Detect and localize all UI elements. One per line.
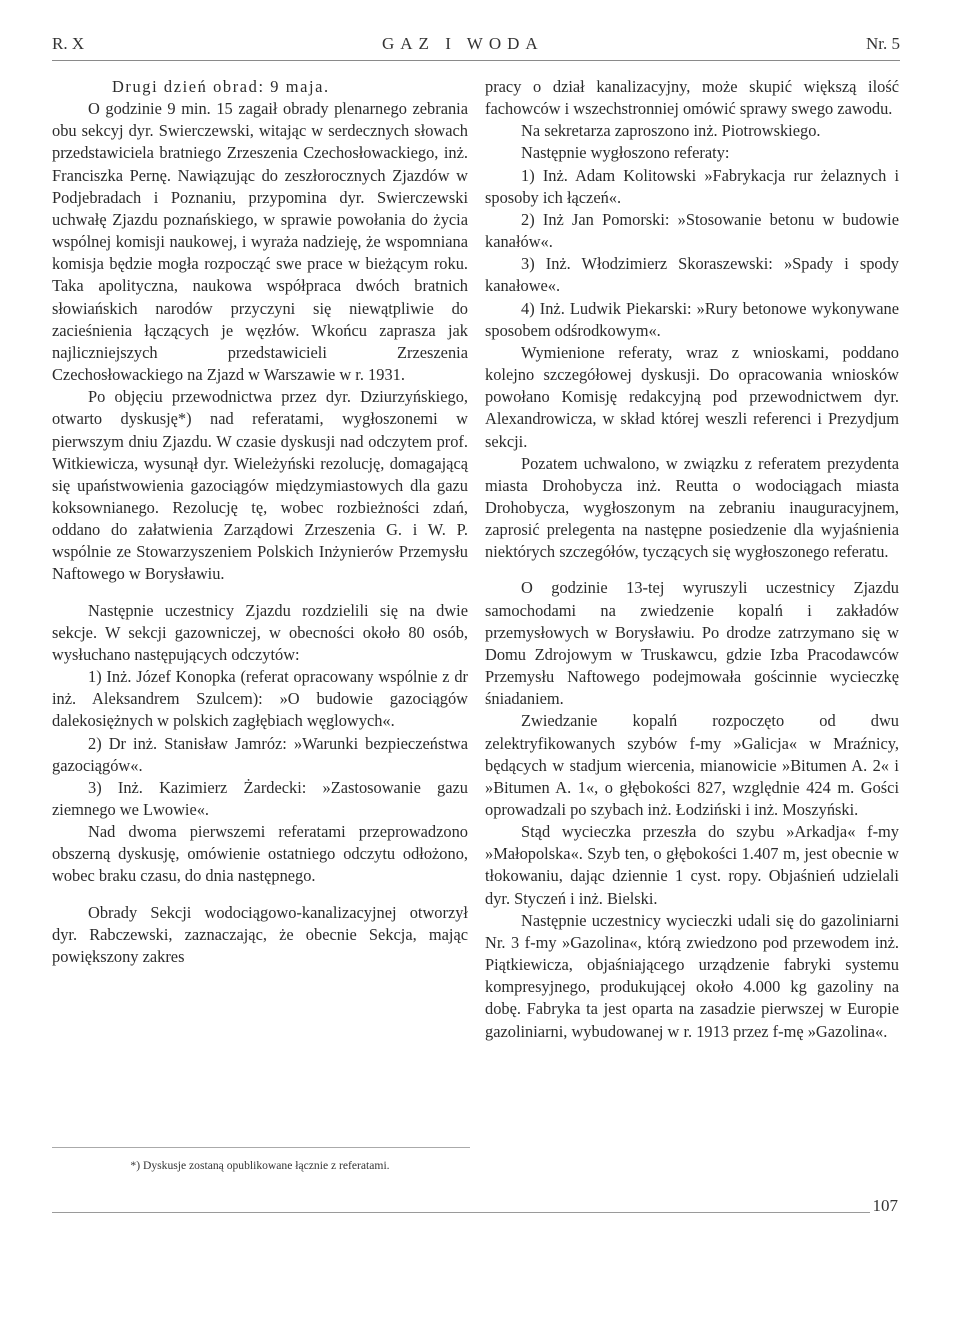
section-heading: Drugi dzień obrad: 9 maja.	[112, 77, 330, 96]
issue-number: Nr. 5	[866, 34, 900, 53]
journal-title: GAZ I WODA	[382, 34, 544, 53]
lecture-item: 1) Inż. Józef Konopka (referat opracowany wspólnie z dr inż. Aleksandrem Szulcem): »O budowie gazociągów dalekosiężnych w polskich zagłębiach węglowych«.	[52, 667, 468, 731]
lecture-item: 4) Inż. Ludwik Piekarski: »Rury betonowe wykonywane sposobem odśrodkowym«.	[485, 298, 899, 340]
header-divider	[52, 60, 900, 61]
spacer	[52, 586, 468, 600]
paragraph: Nad dwoma pierwszemi referatami przeprowadzono obszerną dyskusję, omówienie ostatniego odczytu odłożono, wobec braku czasu, do dnia następnego.	[52, 822, 468, 886]
page-number: 107	[872, 1196, 898, 1215]
paragraph: Na sekretarza zaproszono inż. Piotrowskiego.	[521, 121, 821, 141]
volume-label: R. X	[52, 34, 85, 53]
paragraph: O godzinie 13-tej wyruszyli uczestnicy Zjazdu samochodami na zwiedzenie kopalń i zakładów przemysłowych w Borysławiu. Po drodze zatrzymano się w Domu Zdrojowym w Truskawcu, gdzie Izba Pracodawców Przemysłu Naftowego podejmowała gościnnie wycieczkę śniadaniem.	[485, 578, 899, 709]
paragraph: Pozatem uchwalono, w związku z referatem prezydenta miasta Drohobycza inż. Reutta o wodociągach miasta Drohobycza, wygłoszonym na zebraniu inauguracyjnem, zaprosić prelegenta na następne posiedzenie dla wyjaśnienia niektórych szczegółów, tyczących się wygłoszonego referatu.	[485, 453, 899, 562]
paragraph: Obrady Sekcji wodociągowo-kanalizacyjnej otworzył dyr. Rabczewski, zaznaczając, że obecnie Sekcja, mając powiększony zakres	[52, 902, 468, 966]
paragraph: O godzinie 9 min. 15 zagaił obrady plenarnego zebrania obu sekcyj dyr. Swierczewski, witając w serdecznych słowach przedstawiciela bratniego Zrzeszenia Czechosłowackiego, inż. Franciszka Pernę. Nawiązując do zeszłorocznych Zjazdów w Podjebradach i Poznaniu, przypomina dyr. Swierczewski uchwałę Zjazdu poznańskiego, w sprawie powołania do życia wspólnej komisji naukowej, i wyraża nadzieję, że wspomniana komisja będzie mogła rozpocząć swe prace w bieżącym roku. Taka apolityczna, naukowa współpraca dwóch bratnich słowiańskich narodów przyczyni się niewątpliwie do zacieśnienia łączących je węzłów. Wkońcu zaprasza jak najliczniejszych przedstawicieli Zrzeszenia Czechosłowackiego na Zjazd w Warszawie w r. 1931.	[52, 99, 468, 385]
paragraph: Po objęciu przewodnictwa przez dyr. Dziurzyńskiego, otwarto dyskusję*) nad referatami, wygłoszonemi w pierwszym dniu Zjazdu. W czasie dyskusji nad odczytem prof. Witkiewicza, wysunął dyr. Wieleżyński rezolucję, domagającą się upaństwowienia gazociągów międzymiastowych dla gazu koksownianego. Rezolucję tę, wobec rozbieżności zdań, oddano do załatwienia Zarządowi Zrzeszenia G. i W. P. wspólnie ze Stowarzyszeniem Polskich Inżynierów Przemysłu Naftowego w Borysławiu.	[52, 387, 468, 584]
paragraph: Wymienione referaty, wraz z wnioskami, poddano kolejno szczegółowej dyskusji. Do opracowania wniosków powołano Komisję redakcyjną pod przewodnictwem dyr. Alexandrowicza, w skład której weszli referenci i Prezydjum sekcji.	[485, 342, 899, 451]
lecture-item: 3) Inż. Kazimierz Żardecki: »Zastosowanie gazu ziemnego we Lwowie«.	[52, 777, 468, 819]
footnote-divider	[52, 1147, 470, 1148]
left-column	[52, 76, 468, 968]
lecture-item: 2) Dr inż. Stanisław Jamróz: »Warunki bezpieczeństwa gazociągów«.	[52, 733, 468, 775]
spacer	[485, 563, 899, 577]
lecture-item: 1) Inż. Adam Kolitowski »Fabrykacja rur żelaznych i sposoby ich łączeń«.	[485, 165, 899, 207]
paragraph: Następnie uczestnicy Zjazdu rozdzielili się na dwie sekcje. W sekcji gazowniczej, w obecności około 80 osób, wysłuchano następujących odczytów:	[52, 600, 468, 664]
lecture-item: 2) Inż Jan Pomorski: »Stosowanie betonu w budowie kanałów«.	[485, 209, 899, 252]
paragraph: Zwiedzanie kopalń rozpoczęto od dwu zelektryfikowanych szybów f-my »Galicja« w Mraźnicy, będących w stadjum wiercenia, mianowicie »Bitumen A. 2« i »Bitumen A. 1«, o głębokości 827, względnie 424 m. Gości oprowadzali po szybach inż. Łodziński i inż. Moszyński.	[485, 711, 899, 819]
footnote: *) Dyskusje zostaną opublikowane łącznie z referatami.	[130, 1159, 390, 1172]
footer-divider	[52, 1212, 870, 1213]
paragraph: Następnie wygłoszono referaty:	[521, 143, 730, 163]
paragraph: pracy o dział kanalizacyjny, może skupić większą ilość fachowców i wszechstronniej omówić sprawy swego zawodu.	[485, 77, 899, 119]
paragraph: Następnie uczestnicy wycieczki udali się do gazoliniarni Nr. 3 f-my »Gazolina«, którą zwiedzono pod przewodem inż. Piątkiewicza, objaśniającego urządzenie fabryki systemu kompresyjnego, produkującej około 4.000 kg gazoliny na dobę. Fabryka ta jest oparta na zasadzie pierwszej w Europie gazoliniarni, wybudowanej w r. 1913 przez f-mę »Gazolina«.	[485, 910, 899, 1041]
lecture-item: 3) Inż. Włodzimierz Skoraszewski: »Spady i spody kanałowe«.	[485, 254, 899, 296]
spacer	[52, 888, 468, 902]
paragraph: Stąd wycieczka przeszła do szybu »Arkadja« f-my »Małopolska«. Szyb ten, o głębokości 1.407 m, jest obecnie w tłokowaniu, dając dziennie 1 cyst. ropy. Objaśnień udzielali dyr. Styczeń i inż. Bielski.	[485, 822, 899, 908]
right-column	[485, 76, 899, 1043]
